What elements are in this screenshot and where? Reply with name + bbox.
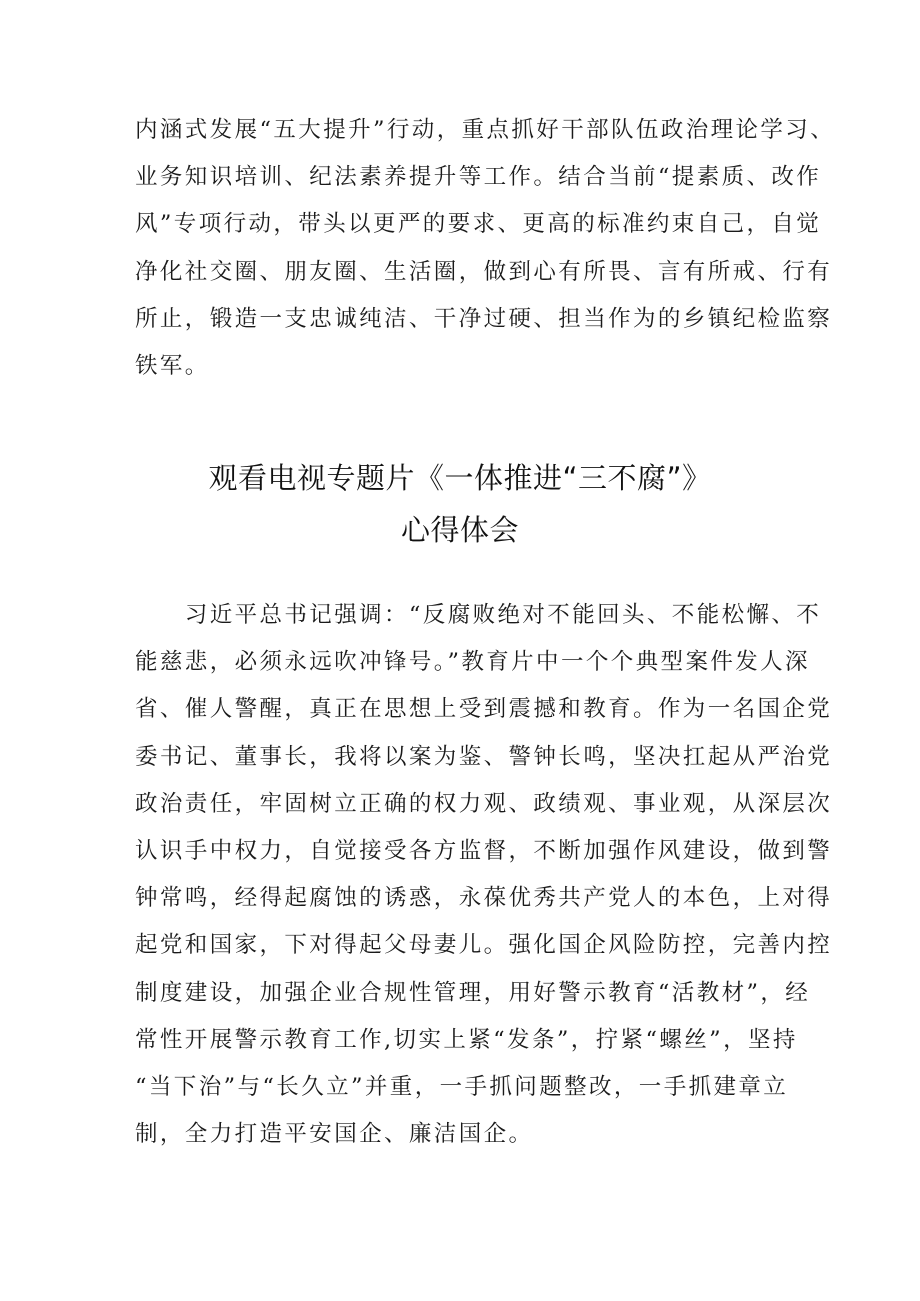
paragraph-line: 委书记、董事长，我将以案为鉴、警钟长鸣，坚决扛起从严治党 [135,743,833,770]
article-paragraph [135,592,833,1158]
paragraph-line: 习近平总书记强调：“反腐败绝对不能回头、不能松懈、不 [135,602,822,628]
article-title [0,452,920,556]
paragraph-line: 所止，锻造一支忠诚纯洁、干净过硬、担当作为的乡镇纪检监察 [135,305,833,332]
paragraph-line: 政治责任，牢固树立正确的权力观、政绩观、事业观，从深层次 [135,790,833,817]
paragraph-line: 业务知识培训、纪法素养提升等工作。结合当前“提素质、改作 [135,164,822,191]
paragraph-line: 常性开展警示教育工作,切实上紧“发条”，拧紧“螺丝”，坚持 [135,1026,798,1053]
paragraph-line: 能慈悲，必须永远吹冲锋号。”教育片中一个个典型案件发人深 [135,649,810,676]
paragraph-line: 制度建设，加强企业合规性管理，用好警示教育“活教材”，经 [135,979,811,1006]
paragraph-line: 净化社交圈、朋友圈、生活圈，做到心有所畏、言有所戒、行有 [135,258,833,285]
paragraph-line: 起党和国家，下对得起父母妻儿。强化国企风险防控，完善内控 [135,932,833,959]
paragraph-line: 铁军。 [135,352,210,379]
article-title-line: 心得体会 [400,513,519,547]
paragraph-line: 制，全力打造平安国企、廉洁国企。 [135,1121,534,1148]
paragraph-line: 认识手中权力，自觉接受各方监督，不断加强作风建设，做到警 [135,837,833,864]
paragraph-line: “当下治”与“长久立”并重，一手抓问题整改，一手抓建章立 [135,1073,789,1100]
paragraph-line: 内涵式发展“五大提升”行动，重点抓好干部队伍政治理论学习、 [135,117,836,143]
paragraph-line: 钟常鸣，经得起腐蚀的诱惑，永葆优秀共产党人的本色，上对得 [135,885,833,912]
paragraph-line: 风”专项行动，带头以更严的要求、更高的标准约束自己，自觉 [135,211,822,238]
continued-paragraph [135,107,836,390]
article-title-line: 观看电视专题片《一体推进“三不腐”》 [208,461,712,495]
paragraph-line: 省、催人警醒，真正在思想上受到震撼和教育。作为一名国企党 [135,696,833,723]
